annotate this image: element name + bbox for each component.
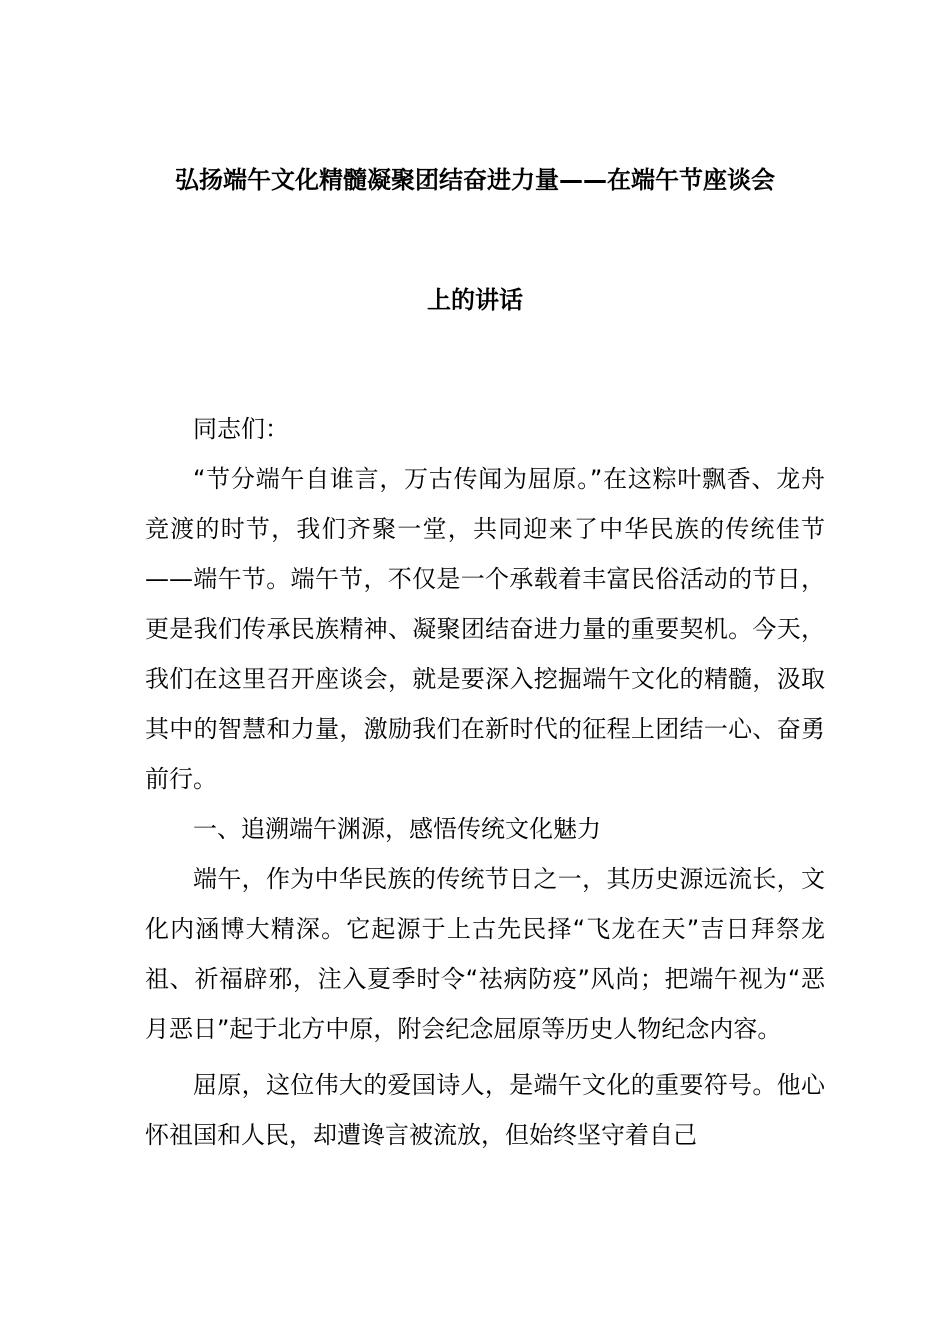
paragraph-qu-yuan: 屈原，这位伟大的爱国诗人，是端午文化的重要符号。他心怀祖国和人民，却遭谗言被流放，但始终坚守着自己 xyxy=(145,1071,825,1149)
document-title-line-2: 上的讲话 xyxy=(427,286,523,314)
document-title-line-1: 弘扬端午文化精髓凝聚团结奋进力量——在端午节座谈会 xyxy=(175,166,775,194)
paragraph-origin: 端午，作为中华民族的传统节日之一，其历史源远流长，文化内涵博大精深。它起源于上古先民择“飞龙在天”吉日拜祭龙祖、祈福辟邪，注入夏季时令“祛病防疫”风尚；把端午视为“恶月恶日”起于北方中原，附会纪念屈原等历史人物纪念内容。 xyxy=(145,865,825,1043)
salutation: 同志们： xyxy=(193,415,289,443)
section-heading-1: 一、追溯端午渊源，感悟传统文化魅力 xyxy=(193,815,601,843)
document-body xyxy=(145,404,825,1160)
paragraph-intro: “节分端午自谁言，万古传闻为屈原。”在这粽叶飘香、龙舟竞渡的时节，我们齐聚一堂，共同迎来了中华民族的传统佳节——端午节。端午节，不仅是一个承载着丰富民俗活动的节日，更是我们传承民族精神、凝聚团结奋进力量的重要契机。今天，我们在这里召开座谈会，就是要深入挖掘端午文化的精髓，汲取其中的智慧和力量，激励我们在新时代的征程上团结一心、奋勇前行。 xyxy=(145,465,825,793)
